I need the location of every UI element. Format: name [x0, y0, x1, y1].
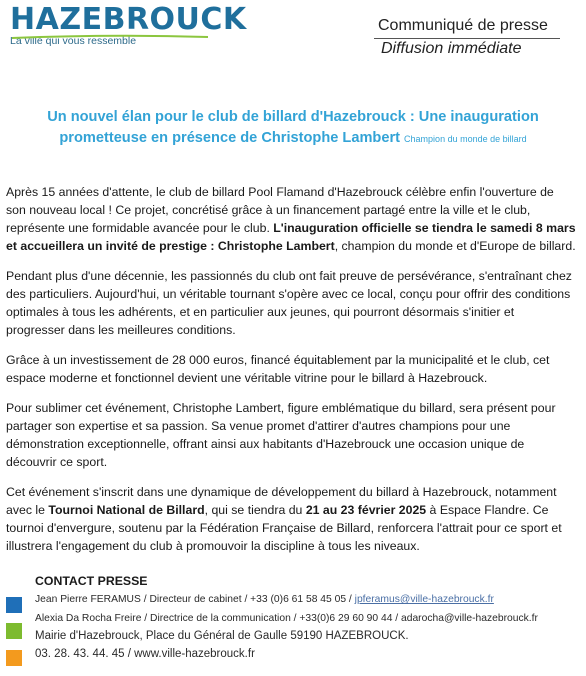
blue-square-icon	[6, 597, 22, 613]
logo-name: HAZEBROUCK	[10, 2, 247, 37]
contact-title: CONTACT PRESSE	[35, 574, 148, 588]
green-square-icon	[6, 623, 22, 639]
press-subtitle: Diffusion immédiate	[381, 40, 522, 57]
headline-main: Un nouvel élan pour le club de billard d'Hazebrouck : Une inauguration prometteuse en présence de Christophe Lambert	[47, 109, 539, 146]
p5-tail: à Espace Flandre. Ce tournoi d'envergure, soutenu par la Fédération Française de Billard, renforcera l'attrait pour ce sport et illustrera l'engagement du club à promouvoir la discipline à tous les niveaux.	[6, 503, 562, 553]
p5-text: Cet événement s'inscrit dans une dynamique de développement du billard à Hazebrouck, notamment avec le	[6, 485, 557, 517]
body-text	[6, 183, 576, 567]
p1-tail: , champion du monde et d'Europe de billard.	[334, 239, 576, 253]
p5-bold-tournament: Tournoi National de Billard	[48, 503, 205, 517]
p5-text-2: , qui se tiendra du	[204, 503, 306, 517]
paragraph-5	[6, 483, 576, 555]
p1-text: Après 15 années d'attente, le club de billard Pool Flamand d'Hazebrouck célèbre enfin l'ouverture de son nouveau local ! Ce projet, concrétisé grâce à un financement partagé entre la ville et le club, représente une formidable avancée pour le club.	[6, 185, 554, 235]
headline	[28, 107, 558, 150]
p5-bold-dates: 21 au 23 février 2025	[305, 503, 427, 517]
paragraph-3: Grâce à un investissement de 28 000 euros, financé équitablement par la municipalité et le club, cet espace moderne et fonctionnel devient une véritable vitrine pour le billard à Hazebrouck.	[6, 353, 550, 385]
contact-email-link[interactable]: jpferamus@ville-hazebrouck.fr	[354, 594, 494, 605]
press-release-header	[378, 16, 568, 59]
logo-swoosh-icon	[10, 34, 210, 40]
paragraph-1	[6, 183, 576, 255]
p1-bold: L'inauguration officielle se tiendra le samedi 8 mars et accueillera un invité de prestige : Christophe Lambert	[6, 221, 576, 253]
paragraph-4: Pour sublimer cet événement, Christophe Lambert, figure emblématique du billard, sera présent pour partager son expertise et sa passion. Sa venue promet d'attirer d'autres champions pour une démonstration exceptionnelle, offrant ainsi aux habitants d'Hazebrouck une occasion unique de découvrir ce sport.	[6, 401, 556, 469]
contact-line-4: 03. 28. 43. 44. 45 / www.ville-hazebrouck.fr	[35, 648, 255, 660]
headline-small: Champion du monde de billard	[404, 134, 527, 144]
orange-square-icon	[6, 650, 22, 666]
contact-line-2: Alexia Da Rocha Freire / Directrice de la communication / +33(0)6 29 60 90 44 / adarocha@ville-hazebrouck.fr	[35, 613, 538, 624]
paragraph-2: Pendant plus d'une décennie, les passionnés du club ont fait preuve de persévérance, s'entraînant chez des particuliers. Aujourd'hui, un véritable tournant s'opère avec ce local, conçu pour offrir des conditions optimales à tous les adhérents, et en particulier aux jeunes, qui pourront désormais s'initier et progresser dans les meilleures conditions.	[6, 269, 572, 337]
contact-line-1	[35, 594, 494, 605]
hazebrouck-logo	[10, 4, 247, 47]
press-title: Communiqué de presse	[378, 17, 548, 34]
contact-line-1-text: Jean Pierre FERAMUS / Directeur de cabinet / +33 (0)6 61 58 45 05 /	[35, 594, 355, 605]
press-divider	[374, 38, 560, 39]
contact-line-3: Mairie d'Hazebrouck, Place du Général de Gaulle 59190 HAZEBROUCK.	[35, 630, 409, 642]
logo-tagline: La ville qui vous ressemble	[10, 35, 137, 47]
